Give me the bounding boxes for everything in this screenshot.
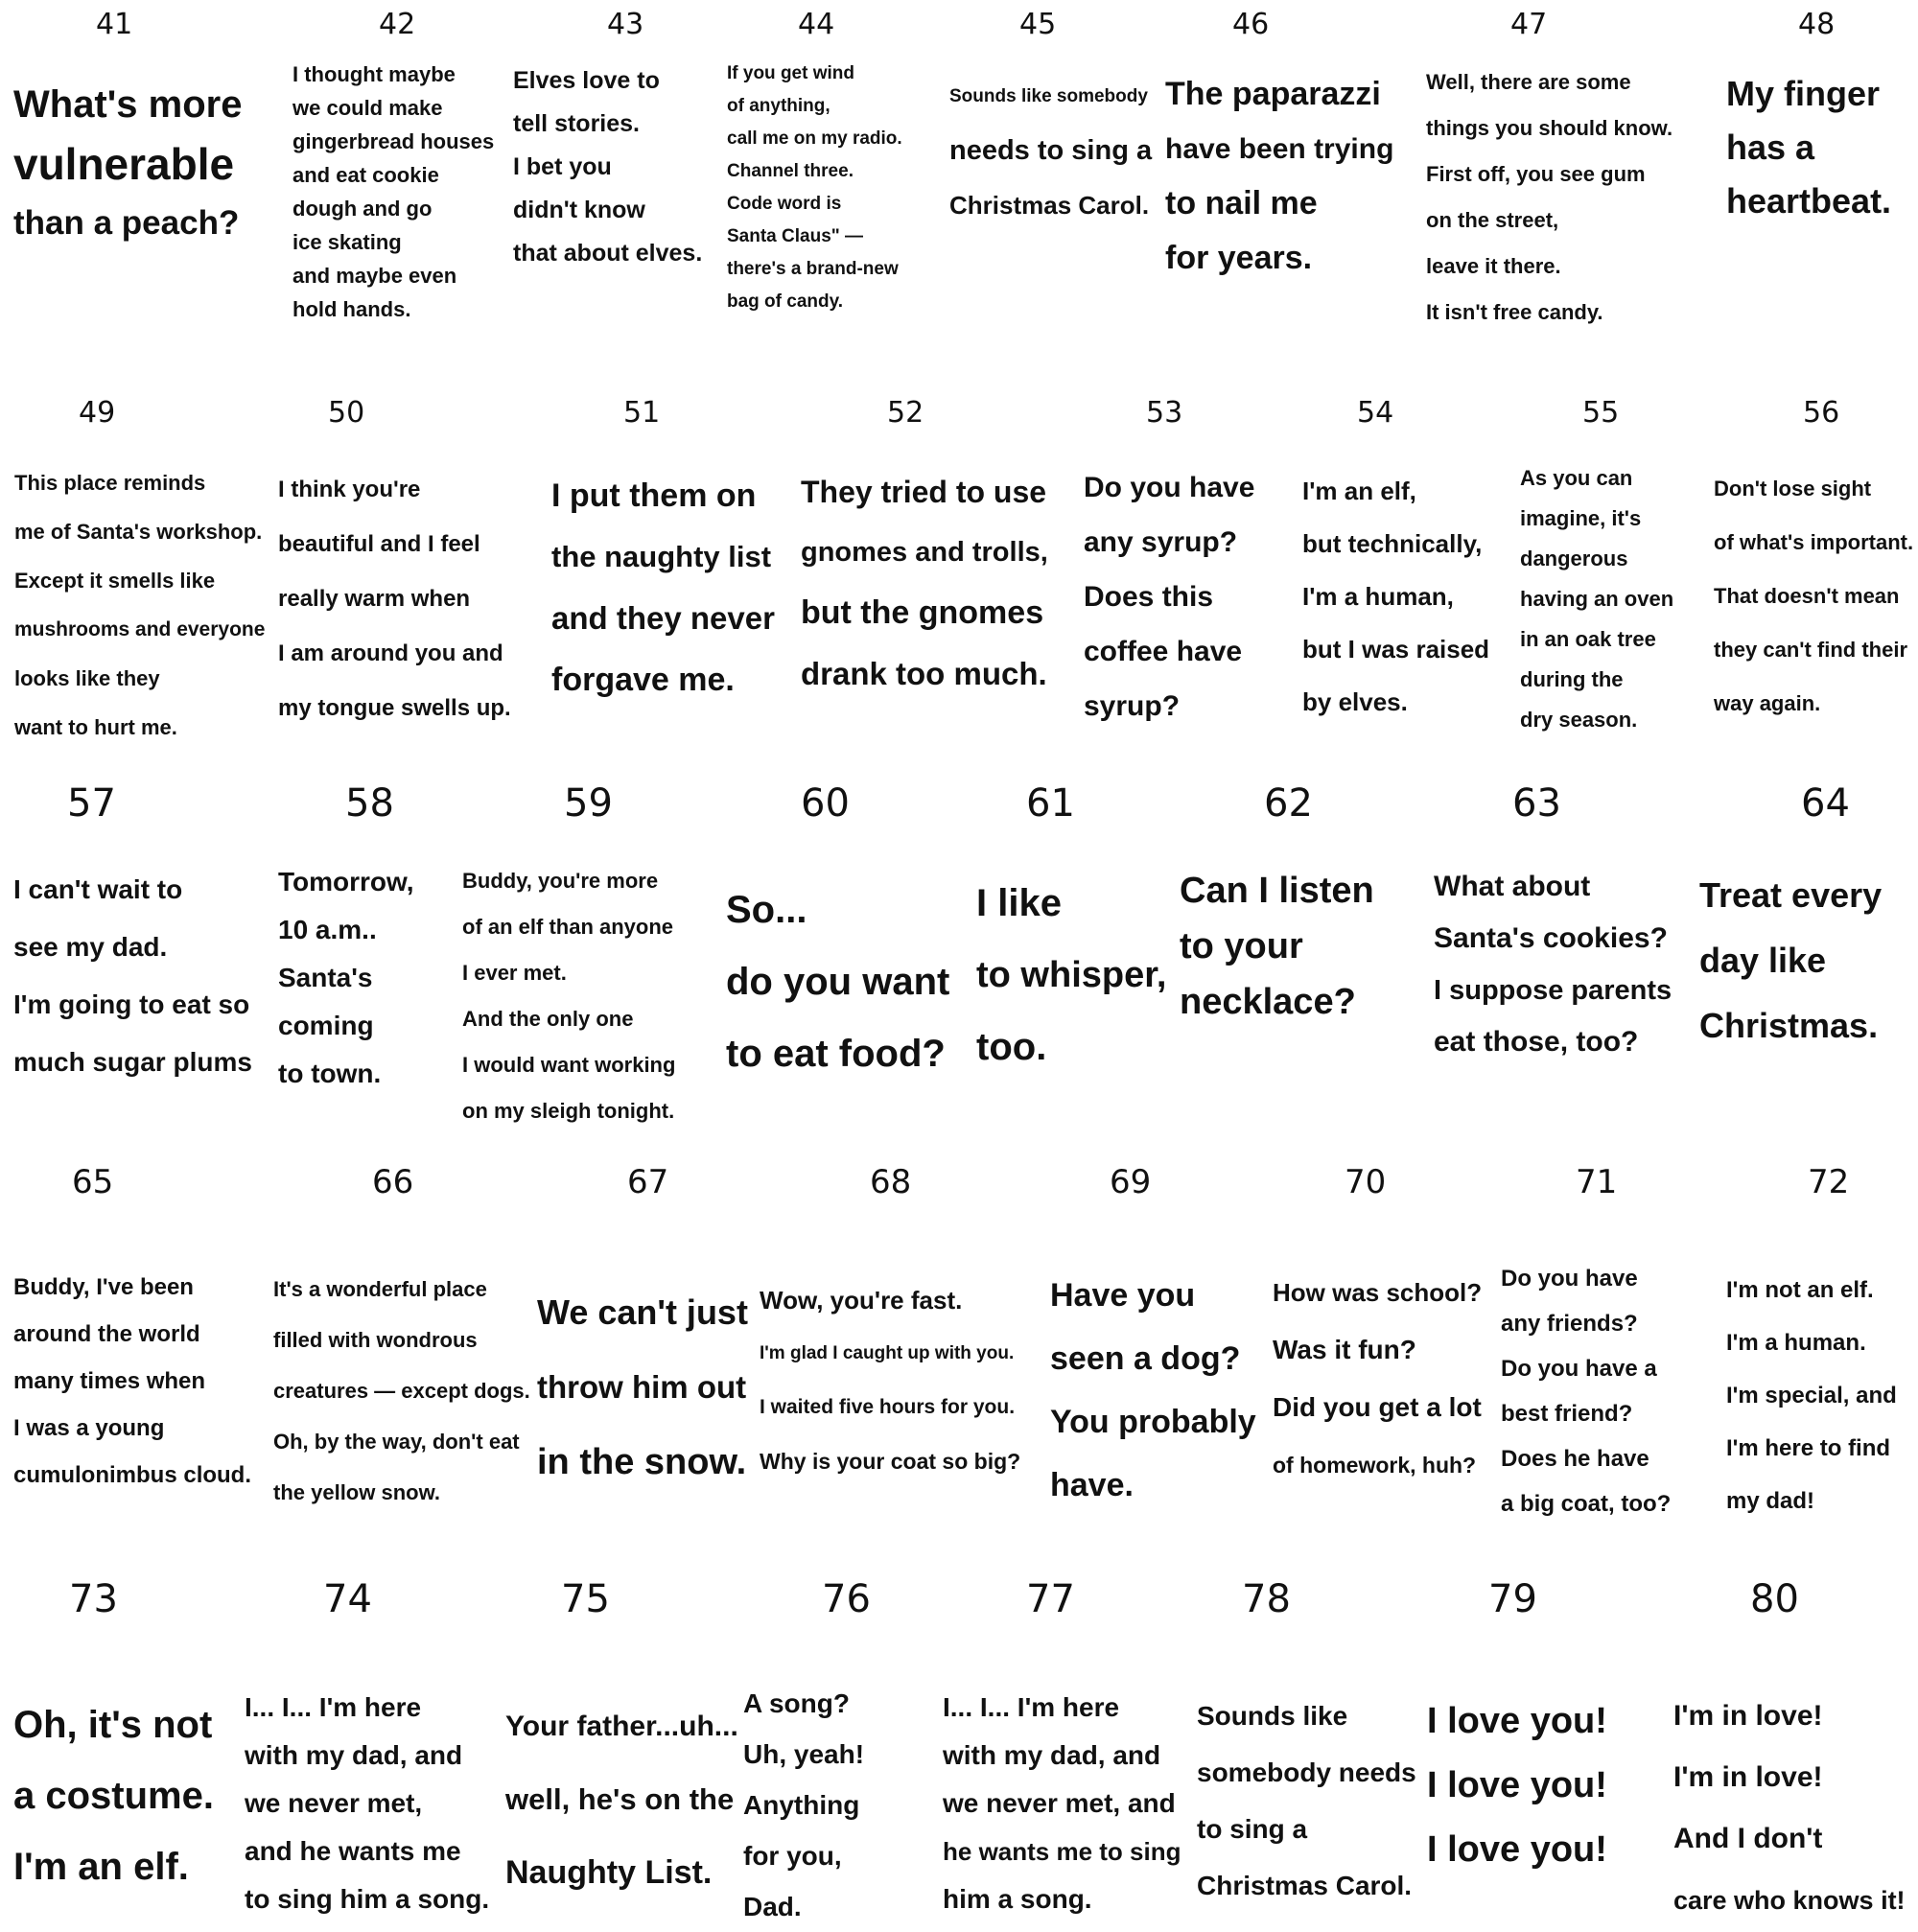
quote-line: The paparazzi [1165,76,1381,112]
quote-line: Why is your coat so big? [760,1449,1021,1474]
quote-number: 54 [1357,396,1394,430]
quote-line: to nail me [1165,185,1318,221]
quote-line: didn't know [513,197,645,223]
quote-text [513,59,714,275]
quote-line: we never met, [245,1788,423,1818]
quote-line: Santa's cookies? [1434,922,1668,954]
quote-line: to eat food? [726,1033,946,1075]
quote-line: Does this [1084,581,1214,613]
quote-line: in an oak tree [1520,627,1656,651]
quote-text [13,75,244,253]
quote-line: too. [976,1026,1047,1068]
quote-text [14,458,273,752]
quote-number: 65 [72,1163,114,1201]
quote-line: have been trying [1165,133,1394,165]
quote-line: needs to sing a [949,135,1153,166]
quote-line: Oh, it's not [13,1704,213,1746]
quote-line: that about elves. [513,240,703,267]
quote-line: to whisper, [976,955,1167,995]
quote-text [13,1264,268,1499]
quote-line: looks like they [14,666,160,690]
quote-line: tell stories. [513,110,640,137]
quote-line: of anything, [727,96,830,116]
quote-line: to town. [278,1059,382,1088]
quote-line: ice skating [292,230,402,254]
quote-line: and maybe even [292,264,457,288]
quote-text [726,874,951,1090]
quote-line: How was school? [1273,1278,1483,1307]
quote-number: 58 [345,781,394,826]
quote-line: Christmas Carol. [949,191,1150,220]
quote-line: Channel three. [727,161,854,181]
quote-line: of homework, huh? [1273,1453,1477,1478]
quote-line: I love you! [1427,1765,1607,1805]
quote-number: 44 [798,8,835,41]
quote-line: and he wants me [245,1836,461,1866]
quote-line: Santa's [278,963,373,992]
quote-line: I'm here to find [1726,1435,1891,1461]
quote-text [1501,1256,1707,1526]
quote-text [1084,460,1285,733]
quote-text [743,1678,925,1932]
quote-number: 78 [1242,1577,1291,1621]
quote-line: way again. [1714,691,1821,715]
quote-text [1726,1264,1916,1527]
quote-number: 50 [328,396,365,430]
quote-number: 57 [67,781,116,826]
quote-number: 51 [623,396,661,430]
quote-line: they can't find their [1714,638,1908,662]
quote-line: have. [1050,1467,1134,1503]
quote-line: A song? [743,1688,850,1718]
quote-line: And I don't [1673,1823,1823,1854]
quote-text [13,1689,239,1902]
quote-text [13,861,268,1091]
quote-line: Code word is [727,194,842,214]
quote-line: beautiful and I feel [278,531,480,557]
quote-line: Buddy, you're more [462,869,659,893]
quote-line: I thought maybe [292,62,456,86]
quote-line: Your father...uh... [505,1711,738,1742]
quote-text [1197,1688,1417,1914]
quote-number: 69 [1110,1163,1152,1201]
quote-line: him a song. [943,1884,1092,1914]
quote-line: My finger [1726,74,1881,113]
quote-number: 64 [1801,781,1850,826]
quote-number: 59 [564,781,613,826]
quote-line: I can't wait to [13,874,183,904]
quote-line: It's a wonderful place [273,1277,487,1301]
quote-text [1714,462,1915,731]
quote-line: and they never [551,600,775,636]
quote-line: I ever met. [462,961,567,985]
quote-line: dough and go [292,197,433,221]
quote-line: see my dad. [13,932,168,962]
quote-line: leave it there. [1426,254,1561,278]
quote-line: I'm going to eat so [13,989,250,1019]
quote-line: has a [1726,128,1815,167]
quote-line: dry season. [1520,708,1638,732]
quote-line: So... [726,889,807,931]
quote-line: of what's important. [1714,530,1914,554]
quote-line: 10 a.m.. [278,915,377,944]
quote-line: dangerous [1520,547,1628,570]
quote-line: What about [1434,871,1591,902]
quote-line: want to hurt me. [14,715,177,739]
quote-line: I love you! [1427,1829,1607,1870]
quote-line: I'm in love! [1673,1761,1823,1793]
quote-text [727,58,949,318]
quote-line: creatures — except dogs. [273,1379,530,1403]
quote-line: This place reminds [14,471,206,495]
quote-line: Do you have [1084,472,1255,503]
quote-number: 80 [1750,1577,1799,1621]
quote-line: cumulonimbus cloud. [13,1462,252,1488]
quote-line: we never met, and [943,1788,1176,1818]
quote-number: 68 [870,1163,912,1201]
quote-text [1434,861,1673,1068]
quote-line: Elves love to [513,67,660,94]
quote-line: having an oven [1520,587,1674,611]
quote-number: 70 [1345,1163,1387,1201]
quote-text [245,1684,503,1923]
quote-number: 61 [1026,781,1075,826]
quote-line: First off, you see gum [1426,162,1646,186]
quote-line: What's more [13,83,243,126]
quote-line: by elves. [1302,687,1408,716]
quote-number: 63 [1512,781,1561,826]
quote-line: with my dad, and [245,1740,463,1770]
quote-line: with my dad, and [943,1740,1161,1770]
quote-line: It isn't free candy. [1426,300,1603,324]
quote-line: imagine, it's [1520,506,1642,530]
quote-line: he wants me to sing [943,1837,1181,1866]
quote-line: Dad. [743,1892,802,1921]
quote-line: on my sleigh tonight. [462,1099,675,1123]
quote-line: Well, there are some [1426,70,1631,94]
quote-line: forgave me. [551,662,735,698]
quote-number: 72 [1808,1163,1850,1201]
quote-line: Don't lose sight [1714,477,1872,500]
quote-line: I'm a human, [1302,582,1454,611]
quote-number: 48 [1798,8,1836,41]
quote-line: of an elf than anyone [462,915,674,939]
quote-text [273,1264,532,1518]
quote-line: I'm in love! [1673,1700,1823,1732]
quote-line: gnomes and trolls, [801,537,1048,568]
quote-line: call me on my radio. [727,128,902,149]
quote-line: drank too much. [801,656,1047,691]
quote-line: Do you have [1501,1266,1638,1292]
quote-line: We can't just [537,1292,748,1332]
quote-line: Sounds like [1197,1701,1348,1731]
quote-text [278,462,532,735]
quote-number: 60 [801,781,850,826]
quote-number: 55 [1582,396,1620,430]
quote-line: I'm not an elf. [1726,1277,1874,1303]
quote-text [1726,67,1913,228]
quote-text [292,58,508,326]
quote-line: but technically, [1302,529,1483,558]
quote-number: 42 [379,8,416,41]
quote-text [1426,59,1695,336]
quote-line: for you, [743,1841,842,1871]
quote-line: Santa Claus" — [727,226,864,246]
quote-line: and eat cookie [292,163,439,187]
quote-number: 76 [822,1577,871,1621]
quote-text [1165,67,1395,286]
quote-text [505,1690,740,1909]
quote-line: bag of candy. [727,291,844,312]
quote-line: me of Santa's workshop. [14,520,263,544]
quote-number: 52 [887,396,924,430]
quote-line: coffee have [1084,636,1243,667]
quote-line: eat those, too? [1434,1026,1639,1058]
quote-line: well, he's on the [505,1782,735,1816]
quote-line: a big coat, too? [1501,1491,1672,1517]
quote-line: heartbeat. [1726,181,1892,221]
quote-line: Oh, by the way, don't eat [273,1430,520,1454]
quote-line: If you get wind [727,63,854,83]
quote-line: any syrup? [1084,526,1238,558]
quote-number: 45 [1019,8,1057,41]
quote-line: Naughty List. [505,1854,713,1891]
quote-line: I waited five hours for you. [760,1396,1016,1418]
quote-text [1673,1686,1913,1931]
quote-line: hold hands. [292,297,411,321]
quote-line: we could make [292,96,443,120]
quote-number: 49 [79,396,116,430]
quote-line: throw him out [537,1369,747,1405]
quote-line: I... I... I'm here [943,1692,1120,1722]
quote-line: filled with wondrous [273,1328,478,1352]
quote-line: my tongue swells up. [278,695,511,721]
quote-line: during the [1520,667,1624,691]
quote-line: As you can [1520,466,1633,490]
quote-line: I suppose parents [1434,975,1672,1006]
quote-number: 66 [372,1163,414,1201]
quote-text [537,1275,748,1500]
quote-number: 77 [1026,1577,1075,1621]
quote-line: Have you [1050,1277,1196,1314]
quote-line: Anything [743,1790,860,1820]
quote-text [1050,1264,1256,1517]
quote-line: to sing a [1197,1814,1308,1844]
quote-line: day like [1699,941,1827,980]
quote-line: the naughty list [551,540,772,573]
quote-line: Did you get a lot [1273,1392,1482,1422]
quote-line: I put them on [551,477,757,514]
quote-line: to sing him a song. [245,1884,490,1914]
quote-line: I like [976,882,1062,924]
quote-line: I love you! [1427,1701,1607,1741]
quote-line: I'm special, and [1726,1383,1897,1408]
quote-line: many times when [13,1368,206,1394]
quote-line: They tried to use [801,475,1047,509]
quote-line: really warm when [278,586,471,612]
quote-text [278,858,446,1098]
quote-line: Except it smells like [14,569,216,593]
quote-line: I... I... I'm here [245,1692,422,1722]
quote-line: the yellow snow. [273,1480,440,1504]
quote-line: seen a dog? [1050,1340,1241,1377]
quote-number: 74 [323,1577,372,1621]
quote-number: 47 [1510,8,1548,41]
quote-line: gingerbread houses [292,129,495,153]
quote-line: Can I listen [1180,871,1374,911]
quote-line: to your [1180,926,1303,966]
quote-line: coming [278,1011,374,1040]
quote-text [1699,863,1915,1059]
quote-line: than a peach? [13,204,240,242]
quote-line: That doesn't mean [1714,584,1900,608]
quote-text [976,868,1168,1083]
quote-number: 41 [96,8,133,41]
quote-line: necklace? [1180,982,1356,1022]
quote-text [551,465,777,710]
quote-line: Sounds like somebody [949,86,1148,106]
quote-line: And the only one [462,1007,634,1031]
quote-line: Wow, you're fast. [760,1286,963,1315]
quote-line: much sugar plums [13,1047,252,1077]
quote-line: mushrooms and everyone [14,618,266,640]
quote-line: care who knows it! [1673,1886,1906,1915]
quote-line: You probably [1050,1404,1256,1440]
quote-line: Do you have a [1501,1356,1657,1382]
quote-line: best friend? [1501,1401,1633,1427]
quote-number: 62 [1264,781,1313,826]
quote-text [801,462,1050,704]
quote-line: a costume. [13,1775,214,1817]
quote-line: any friends? [1501,1311,1638,1337]
quote-number: 43 [607,8,644,41]
quote-line: somebody needs [1197,1757,1416,1787]
quote-number: 56 [1803,396,1840,430]
quote-line: my dad! [1726,1488,1815,1514]
quote-line: I'm an elf. [13,1846,189,1888]
quote-number: 53 [1146,396,1183,430]
quote-number: 79 [1488,1577,1537,1621]
quote-number: 71 [1576,1163,1618,1201]
quote-text [760,1273,1023,1488]
quote-line: do you want [726,961,950,1003]
quote-line: syrup? [1084,690,1181,722]
quote-text [1427,1689,1648,1882]
quote-text [1273,1264,1484,1494]
quote-text [1180,863,1405,1030]
quote-number: 46 [1232,8,1270,41]
quote-line: I am around you and [278,640,503,666]
quote-text [943,1684,1182,1923]
quote-line: Treat every [1699,875,1883,915]
quote-line: around the world [13,1321,200,1347]
quote-line: Was it fun? [1273,1335,1416,1364]
quote-line: Does he have [1501,1446,1649,1472]
quote-number: 75 [561,1577,610,1621]
quote-line: there's a brand-new [727,259,899,279]
quote-line: I think you're [278,477,421,502]
quote-line: Tomorrow, [278,867,414,896]
quote-line: I bet you [513,153,612,180]
quote-line: Christmas Carol. [1197,1871,1413,1900]
quote-text [1520,458,1712,740]
quote-line: vulnerable [13,139,235,189]
quote-line: I'm a human. [1726,1330,1866,1356]
quote-number: 67 [627,1163,669,1201]
quote-line: I was a young [13,1415,165,1441]
quote-text [949,69,1156,233]
quote-text [462,858,702,1134]
quote-line: Buddy, I've been [13,1274,194,1300]
quote-line: on the street, [1426,208,1559,232]
quote-line: I would want working [462,1053,676,1077]
quote-line: things you should know. [1426,116,1673,140]
quote-number: 73 [69,1577,118,1621]
quote-line: but I was raised [1302,635,1490,663]
quote-line: for years. [1165,240,1313,276]
quote-line: I'm glad I caught up with you. [760,1343,1015,1363]
quote-line: Uh, yeah! [743,1739,865,1769]
quote-text [1302,465,1509,729]
quote-line: but the gnomes [801,594,1044,631]
quote-line: I'm an elf, [1302,477,1416,505]
quote-line: Christmas. [1699,1006,1879,1045]
quote-line: in the snow. [537,1442,747,1482]
